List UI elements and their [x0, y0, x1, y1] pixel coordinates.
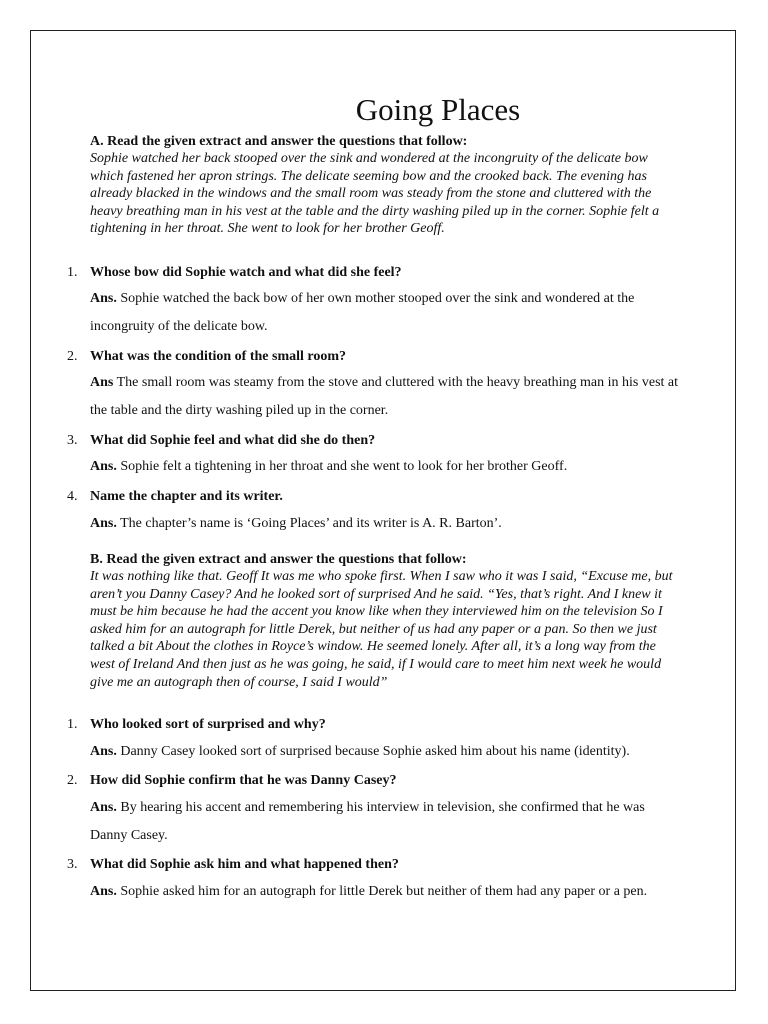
- question-a4: Name the chapter and its writer.: [90, 489, 283, 504]
- answer-text: Sophie asked him for an autograph for little Derek but neither of them had any paper or a pen.: [120, 884, 648, 899]
- question-a3: What did Sophie feel and what did she do then?: [90, 433, 376, 448]
- answer-label: Ans.: [90, 800, 117, 815]
- question-number: 4.: [67, 489, 78, 504]
- answer-a3: [90, 453, 680, 481]
- answer-text: The chapter’s name is ‘Going Places’ and its writer is A. R. Barton’.: [120, 516, 502, 531]
- answer-b3: [90, 878, 680, 906]
- question-number: 3.: [67, 433, 78, 448]
- answer-text: The small room was steamy from the stove and cluttered with the heavy breathing man in his vest at the table and the dirty washing piled up in the corner.: [90, 375, 679, 418]
- answer-a4: [90, 510, 680, 538]
- question-number: 2.: [67, 349, 78, 364]
- answer-label: Ans: [90, 375, 114, 390]
- answer-label: Ans.: [90, 884, 117, 899]
- answer-label: Ans.: [90, 516, 117, 531]
- question-number: 1.: [67, 265, 78, 280]
- question-b1: Who looked sort of surprised and why?: [90, 717, 326, 732]
- answer-text: Danny Casey looked sort of surprised because Sophie asked him about his name (identity).: [120, 744, 630, 759]
- question-b3: What did Sophie ask him and what happened then?: [90, 857, 399, 872]
- question-b2: How did Sophie confirm that he was Danny Casey?: [90, 773, 397, 788]
- answer-a2: [90, 369, 680, 425]
- section-a-extract: Sophie watched her back stooped over the sink and wondered at the incongruity of the delicate bow which fastened her apron strings. The delicate seeming bow and the crooked back. The evening has already blacked in the windows and the small room was steady from the stone and cluttered with the heavy breathing man in his vest at the table and the dirty washing piled up in the corner. Sophie felt a tightening in her throat. She went to look for her brother Geoff.: [90, 151, 660, 237]
- answer-b2: [90, 794, 680, 850]
- answer-b1: [90, 738, 680, 766]
- question-number: 2.: [67, 773, 78, 788]
- answer-text: By hearing his accent and remembering his interview in television, she confirmed that he was Danny Casey.: [90, 800, 645, 843]
- question-number: 3.: [67, 857, 78, 872]
- answer-text: Sophie watched the back bow of her own mother stooped over the sink and wondered at the incongruity of the delicate bow.: [90, 291, 635, 334]
- question-a2: What was the condition of the small room?: [90, 349, 347, 364]
- answer-label: Ans.: [90, 459, 117, 474]
- section-a-heading: A. Read the given extract and answer the questions that follow:: [90, 134, 468, 149]
- page-title: Going Places: [355, 92, 521, 127]
- answer-label: Ans.: [90, 291, 117, 306]
- question-a1: Whose bow did Sophie watch and what did she feel?: [90, 265, 402, 280]
- answer-text: Sophie felt a tightening in her throat and she went to look for her brother Geoff.: [120, 459, 568, 474]
- section-b-heading: B. Read the given extract and answer the questions that follow:: [90, 552, 467, 567]
- answer-a1: [90, 285, 680, 341]
- section-b-extract: It was nothing like that. Geoff It was me who spoke first. When I saw who it was I said, “Excuse me, but aren’t you Danny Casey? And he looked sort of surprised And he said. “Yes, that’s right. And I knew it must be him because he had the accent you know like when they interviewed him on the television So I asked him for an autograph for little Derek, but neither of us had any paper or a pan. So then we just talked a bit About the clothes in Royce’s window. He seemed lonely. After all, it’s a long way from the west of Ireland And then just as he was going, he said, if I would care to meet him next week he would give me an autograph then of course, I said I would”: [90, 569, 673, 690]
- question-number: 1.: [67, 717, 78, 732]
- answer-label: Ans.: [90, 744, 117, 759]
